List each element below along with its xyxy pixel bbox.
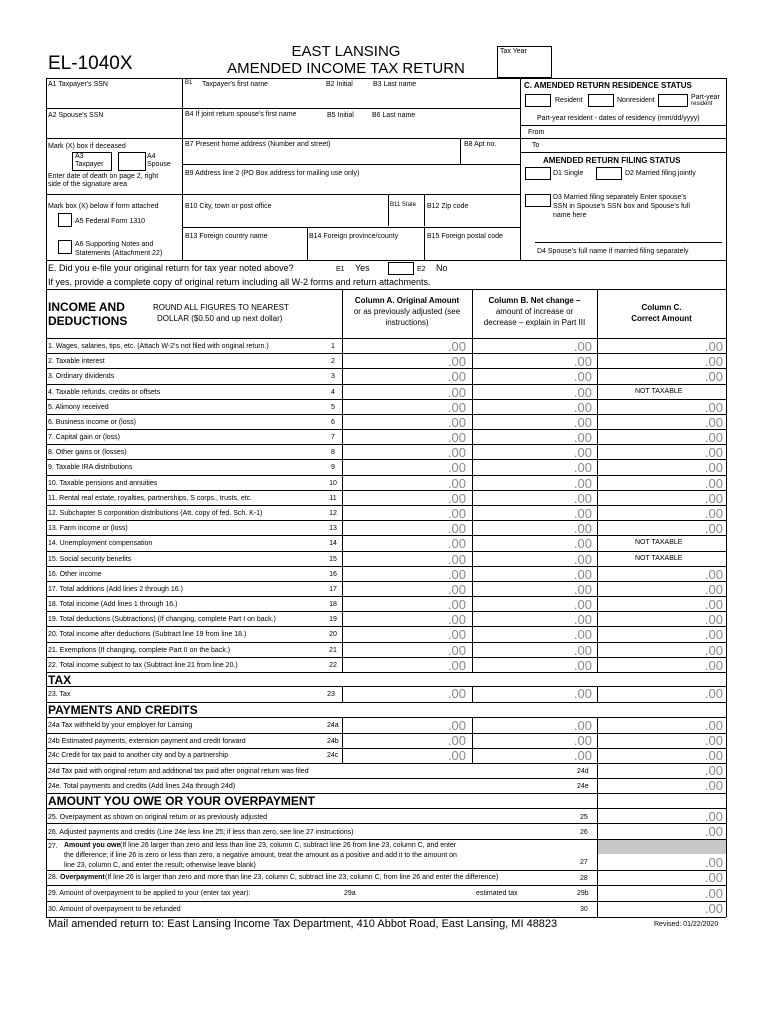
col-b-header-3: decrease – explain in Part III — [483, 318, 586, 327]
to-label: To — [532, 142, 540, 149]
line-19-label: 19. Total deductions (Subtractions) (If changing, complete Part I on back.) — [48, 616, 276, 624]
b2-label: B2 Initial — [326, 81, 353, 88]
line-27-bold-label: Amount you owe — [64, 842, 121, 849]
city-field[interactable] — [184, 211, 386, 225]
b5-label: B5 Initial — [327, 112, 354, 119]
line-13-number: 13 — [329, 525, 337, 533]
spouse-initial-field[interactable] — [326, 121, 370, 137]
line-1-col-c[interactable]: .00 — [704, 339, 723, 354]
line-13-col-a[interactable]: .00 — [447, 521, 466, 537]
line-2-number: 2 — [331, 358, 335, 366]
line-4-label: 4. Taxable refunds, credits or offsets — [48, 388, 161, 396]
line-19-col-c[interactable]: .00 — [704, 612, 723, 628]
payments-heading: PAYMENTS AND CREDITS — [48, 703, 198, 717]
line-19-col-a[interactable]: .00 — [447, 612, 466, 628]
line-28-text: (If line 26 is larger than zero and more than line 23, column C, subtract line 23, column C, from line 26 and enter the difference) — [105, 874, 499, 881]
line-23-number: 23 — [327, 691, 335, 698]
line-7-number: 7 — [331, 434, 335, 442]
line-24a-col-b[interactable]: .00 — [573, 718, 592, 733]
line-24b-label: 24b Estimated payments, extension payment and credit forward — [48, 738, 246, 745]
line-24c-label: 24c Credit for tax paid to another city and by a partnership — [48, 752, 229, 759]
line-8-number: 8 — [331, 449, 335, 457]
line-7-col-b[interactable]: .00 — [573, 430, 592, 446]
foreign-postal-field[interactable] — [426, 242, 518, 258]
line-7-col-a[interactable]: .00 — [447, 430, 466, 446]
line-10-col-c[interactable]: .00 — [704, 475, 723, 491]
line-13-col-c[interactable]: .00 — [704, 521, 723, 537]
resident-checkbox[interactable] — [525, 94, 551, 107]
line-6-col-c[interactable]: .00 — [704, 414, 723, 430]
line-14-col-a[interactable]: .00 — [447, 536, 466, 552]
a4-sub: Spouse — [147, 161, 171, 168]
line-7-label: 7. Capital gain or (loss) — [48, 434, 120, 442]
line-23-label: 23. Tax — [48, 691, 71, 698]
line-8-label: 8. Other gains or (losses) — [48, 449, 127, 457]
line-2-label: 2. Taxable interest — [48, 358, 105, 366]
residence-status-title: C. AMENDED RETURN RESIDENCE STATUS — [524, 81, 692, 90]
line-22-label: 22. Total income subject to tax (Subtract line 21 from line 20.) — [48, 661, 238, 669]
tax-year-label: Tax Year — [500, 48, 527, 55]
line-9-col-b[interactable]: .00 — [573, 460, 592, 476]
tax-heading: TAX — [48, 673, 72, 687]
line-3-number: 3 — [331, 373, 335, 381]
line-29b-number: 29b — [577, 890, 589, 897]
line-17-col-b[interactable]: .00 — [573, 581, 592, 597]
line-28-number: 28 — [580, 875, 588, 882]
line-22-col-b[interactable]: .00 — [573, 657, 592, 673]
line-22-col-c[interactable]: .00 — [704, 657, 723, 673]
line-24e-col-c[interactable]: .00 — [704, 778, 723, 793]
b14-label: B14 Foreign province/county — [309, 233, 399, 240]
line-1-col-b[interactable]: .00 — [573, 339, 592, 354]
income-line-row — [46, 339, 726, 354]
line-14-label: 14. Unemployment compensation — [48, 540, 153, 548]
d4-spouse-name-field[interactable] — [535, 228, 722, 243]
line-19-number: 19 — [329, 616, 337, 624]
partyear-label-2: resident — [691, 101, 713, 107]
line-27-number: 27 — [580, 859, 588, 866]
line-24e-number: 24e — [577, 783, 589, 790]
line-11-label: 11. Rental real estate, royalties, partnerships, S corps., trusts, etc. — [48, 494, 253, 502]
line-12-col-b[interactable]: .00 — [573, 505, 592, 521]
nonresident-label: Nonresident — [617, 97, 655, 104]
line-16-label: 16. Other income — [48, 570, 102, 578]
line-24d-label: 24d Tax paid with original return and additional tax paid after original return was filed — [48, 768, 309, 775]
address-line2-field[interactable] — [184, 178, 518, 192]
income-line-row — [46, 445, 726, 460]
b7-label: B7 Present home address (Number and street) — [185, 141, 331, 148]
col-a-header-3: instructions) — [385, 318, 429, 327]
line-20-number: 20 — [329, 631, 337, 639]
nonresident-checkbox[interactable] — [588, 94, 614, 107]
line-12-col-c[interactable]: .00 — [704, 505, 723, 521]
line-29a-number: 29a — [344, 890, 356, 897]
col-b-header-2: amount of increase or — [495, 307, 574, 316]
line-25-col-c[interactable]: .00 — [704, 809, 723, 824]
line-17-number: 17 — [329, 585, 337, 593]
line-24a-number: 24a — [327, 722, 339, 729]
line-3-label: 3. Ordinary dividends — [48, 373, 115, 381]
line-9-number: 9 — [331, 464, 335, 472]
line-21-label: 21. Exemptions (If changing, complete Part II on the back.) — [48, 646, 231, 654]
line-15-col-b[interactable]: .00 — [573, 551, 592, 567]
line-18-col-b[interactable]: .00 — [573, 597, 592, 613]
line-18-col-c[interactable]: .00 — [704, 597, 723, 613]
taxpayer-ssn-field[interactable] — [47, 90, 181, 108]
line-1-number: 1 — [331, 343, 335, 350]
spouse-first-name-field[interactable] — [184, 121, 324, 137]
line-14-col-b[interactable]: .00 — [573, 536, 592, 552]
income-line-row — [46, 658, 726, 673]
b15-label: B15 Foreign postal code — [427, 233, 503, 240]
b13-label: B13 Foreign country name — [185, 233, 268, 240]
line-28-bold-label: Overpayment — [60, 874, 105, 881]
revised-date: Revised: 01/22/2020 — [654, 921, 719, 928]
income-line-row — [46, 430, 726, 445]
line-30-label: 30. Amount of overpayment to be refunded — [48, 906, 181, 913]
home-address-field[interactable] — [184, 150, 458, 164]
line-6-label: 6. Business income or (loss) — [48, 418, 136, 426]
line-6-number: 6 — [331, 418, 335, 426]
line-5-col-a[interactable]: .00 — [447, 399, 466, 415]
line-20-col-b[interactable]: .00 — [573, 627, 592, 643]
line-16-col-c[interactable]: .00 — [704, 566, 723, 582]
line-26-col-c[interactable]: .00 — [704, 824, 723, 839]
line-24e-label: 24e. Total payments and credits (Add lines 24a through 24d) — [48, 783, 236, 790]
line-27-number-prefix: 27. — [48, 843, 58, 850]
line-3-col-a[interactable]: .00 — [447, 369, 466, 385]
line-27-shaded-cell — [598, 840, 726, 854]
line-1-label: 1. Wages, salaries, tips, etc. (Attach W-2's not filed with original return.) — [48, 343, 269, 350]
line-15-col-a[interactable]: .00 — [447, 551, 466, 567]
line-24d-col-c[interactable]: .00 — [704, 763, 723, 778]
line-29-estimated-tax: estimated tax — [476, 890, 518, 897]
spouse-ssn-field[interactable] — [47, 121, 181, 137]
efile-question: E. Did you e-file your original return for tax year noted above? — [48, 263, 294, 273]
income-line-row — [46, 521, 726, 536]
b6-label: B6 Last name — [372, 112, 416, 119]
b3-label: B3 Last name — [373, 81, 417, 88]
line-24c-col-b[interactable]: .00 — [573, 748, 592, 763]
d3-label-1: D3 Married filing separately Enter spouse's — [553, 194, 687, 201]
income-line-row — [46, 552, 726, 567]
efile-no-label: No — [436, 263, 448, 273]
line-29b-col-c[interactable]: .00 — [704, 886, 723, 901]
taxpayer-first-name-field[interactable] — [184, 90, 324, 108]
residency-dates-label: Part-year resident - dates of residency (mm/dd/yyyy) — [537, 115, 700, 122]
line-24a-col-a[interactable]: .00 — [447, 718, 466, 733]
line-18-number: 18 — [329, 601, 337, 609]
taxpayer-initial-field[interactable] — [326, 90, 370, 108]
line-9-label: 9. Taxable IRA distributions — [48, 464, 133, 472]
d3-label-2: SSN in Spouse's SSN box and Spouse's full — [553, 203, 690, 210]
a6-label-1: A6 Supporting Notes and — [75, 241, 154, 248]
taxpayer-last-name-field[interactable] — [372, 90, 518, 108]
line-6-col-b[interactable]: .00 — [573, 414, 592, 430]
line-15-label: 15. Social security benefits — [48, 555, 132, 563]
line-15-col-c-not-taxable: NOT TAXABLE — [635, 554, 683, 562]
income-line-row — [46, 491, 726, 506]
line-20-col-a[interactable]: .00 — [447, 627, 466, 643]
state-field[interactable] — [390, 211, 422, 225]
d3-label-3: name here — [553, 212, 587, 219]
mark-attached-label: Mark box (X) below if form attached — [48, 203, 159, 210]
d3-separate-checkbox[interactable] — [525, 194, 551, 207]
line-27-text-1: (If line 26 larger than zero and less than line 23, column C, subtract line 26 from line 23, column C, and enter — [120, 842, 457, 849]
line-21-col-b[interactable]: .00 — [573, 642, 592, 658]
line-17-label: 17. Total additions (Add lines 2 through 16.) — [48, 585, 183, 593]
line-18-label: 18. Total income (Add lines 1 through 16.) — [48, 601, 178, 609]
line-24c-col-c[interactable]: .00 — [704, 748, 723, 763]
income-line-row — [46, 460, 726, 475]
line-6-col-a[interactable]: .00 — [447, 414, 466, 430]
partyear-checkbox[interactable] — [658, 94, 688, 107]
line-27-col-c[interactable]: .00 — [704, 855, 723, 870]
col-c-header-1: Column C. — [641, 303, 682, 312]
b11-label: B11 State — [390, 202, 416, 208]
efile-note: If yes, provide a complete copy of original return including all W-2 forms and return attachments. — [48, 277, 431, 287]
col-b-header-1: Column B. Net change – — [488, 296, 581, 305]
d4-label: D4 Spouse's full name if married filing separately — [537, 248, 689, 255]
income-line-row — [46, 385, 726, 400]
partyear-label-1: Part-year — [691, 94, 720, 101]
line-26-number: 26 — [580, 829, 588, 836]
line-12-number: 12 — [329, 509, 337, 517]
line-20-label: 20. Total income after deductions (Subtract line 19 from line 18.) — [48, 631, 247, 639]
line-12-col-a[interactable]: .00 — [447, 505, 466, 521]
foreign-country-field[interactable] — [184, 242, 305, 258]
income-line-row — [46, 597, 726, 612]
line-15-number: 15 — [329, 555, 337, 563]
owe-heading: AMOUNT YOU OWE OR YOUR OVERPAYMENT — [48, 794, 315, 808]
line-24b-number: 24b — [327, 738, 339, 745]
line-29-label: 29. Amount of overpayment to be applied to your (enter tax year): — [48, 890, 251, 897]
line-29a-tax-year-field[interactable] — [358, 888, 418, 899]
residency-to-field[interactable] — [550, 139, 724, 151]
d2-joint-checkbox[interactable] — [596, 167, 622, 180]
a3-tag: A3 — [75, 153, 84, 160]
line-4-col-b[interactable]: .00 — [573, 384, 592, 400]
form-title-city: EAST LANSING — [291, 43, 401, 60]
a6-attachment-checkbox[interactable] — [58, 240, 72, 254]
line-24a-col-c[interactable]: .00 — [704, 718, 723, 733]
line-8-col-b[interactable]: .00 — [573, 445, 592, 461]
line-18-col-a[interactable]: .00 — [447, 597, 466, 613]
line-4-number: 4 — [331, 388, 335, 396]
d2-label: D2 Married filing jointly — [625, 170, 696, 177]
line-16-number: 16 — [329, 570, 337, 578]
round-note-1: ROUND ALL FIGURES TO NEAREST — [153, 303, 289, 312]
line-23-col-c[interactable]: .00 — [704, 686, 723, 701]
line-21-number: 21 — [329, 646, 337, 654]
income-line-row — [46, 369, 726, 384]
line-24b-col-c[interactable]: .00 — [704, 733, 723, 748]
income-line-row — [46, 582, 726, 597]
income-line-row — [46, 476, 726, 491]
line-10-label: 10. Taxable pensions and annuities — [48, 479, 158, 487]
line-21-col-c[interactable]: .00 — [704, 642, 723, 658]
line-4-col-c-not-taxable: NOT TAXABLE — [635, 387, 683, 395]
a4-spouse-deceased-checkbox[interactable] — [118, 152, 146, 171]
line-30-number: 30 — [580, 906, 588, 913]
line-11-col-b[interactable]: .00 — [573, 490, 592, 506]
efile-yes-checkbox[interactable] — [348, 263, 354, 275]
line-4-col-a[interactable]: .00 — [447, 384, 466, 400]
line-24c-col-a[interactable]: .00 — [447, 748, 466, 763]
a2-label: A2 Spouse's SSN — [48, 112, 104, 119]
a5-label: A5 Federal Form 1310 — [75, 218, 146, 225]
line-16-col-b[interactable]: .00 — [573, 566, 592, 582]
foreign-province-field[interactable] — [309, 242, 422, 258]
line-5-col-c[interactable]: .00 — [704, 399, 723, 415]
line-2-col-a[interactable]: .00 — [447, 354, 466, 370]
line-5-number: 5 — [331, 403, 335, 411]
form-id: EL-1040X — [48, 53, 133, 74]
income-line-row — [46, 643, 726, 658]
line-10-number: 10 — [329, 479, 337, 487]
line-8-col-c[interactable]: .00 — [704, 445, 723, 461]
line-20-col-c[interactable]: .00 — [704, 627, 723, 643]
line-1-col-a[interactable]: .00 — [447, 339, 466, 354]
line-13-label: 13. Farm income or (loss) — [48, 525, 128, 533]
d1-single-checkbox[interactable] — [525, 167, 551, 180]
line-28-col-c[interactable]: .00 — [704, 870, 723, 885]
income-line-row — [46, 415, 726, 430]
b9-label: B9 Address line 2 (PO Box address for mailing use only) — [185, 170, 360, 177]
spouse-last-name-field[interactable] — [372, 121, 518, 137]
income-line-row — [46, 400, 726, 415]
line-13-col-b[interactable]: .00 — [573, 521, 592, 537]
line-21-col-a[interactable]: .00 — [447, 642, 466, 658]
line-25-number: 25 — [580, 814, 588, 821]
line-9-col-a[interactable]: .00 — [447, 460, 466, 476]
line-17-col-a[interactable]: .00 — [447, 581, 466, 597]
income-line-row — [46, 627, 726, 642]
line-23-col-a[interactable]: .00 — [447, 686, 466, 701]
line-11-number: 11 — [329, 494, 337, 502]
line-9-col-c[interactable]: .00 — [704, 460, 723, 476]
line-12-label: 12. Subchapter S corporation distributions (Att. copy of fed. Sch. K-1) — [48, 509, 263, 517]
b10-label: B10 City, town or post office — [185, 203, 272, 210]
line-8-col-a[interactable]: .00 — [447, 445, 466, 461]
death-date-note-1: Enter date of death on page 2, right — [48, 173, 159, 180]
line-25-label: 25. Overpayment as shown on original return or as previously adjusted — [48, 814, 268, 821]
line-22-number: 22 — [329, 661, 337, 669]
line-24a-label: 24a Tax withheld by your employer for Lansing — [48, 722, 193, 729]
b12-label: B12 Zip code — [427, 203, 469, 210]
line-22-col-a[interactable]: .00 — [447, 657, 466, 673]
line-24c-number: 24c — [327, 752, 339, 759]
line-30-col-c[interactable]: .00 — [704, 901, 723, 916]
mailing-address: Mail amended return to: East Lansing Income Tax Department, 410 Abbot Road, East Lansing, MI 48823 — [48, 918, 558, 930]
zip-field[interactable] — [426, 211, 518, 225]
line-17-col-c[interactable]: .00 — [704, 581, 723, 597]
line-14-col-c-not-taxable: NOT TAXABLE — [635, 539, 683, 547]
line-14-number: 14 — [329, 540, 337, 548]
line-11-col-a[interactable]: .00 — [447, 490, 466, 506]
col-c-header-2: Correct Amount — [631, 314, 692, 323]
line-2-col-b[interactable]: .00 — [573, 354, 592, 370]
efile-yes-label: Yes — [355, 263, 370, 273]
death-date-note-2: side of the signature area — [48, 181, 127, 188]
line-27-text-3: line 23, column C, and enter the result; otherwise leave blank) — [64, 862, 256, 869]
line-3-col-b[interactable]: .00 — [573, 369, 592, 385]
income-heading-2: DEDUCTIONS — [48, 314, 128, 328]
line-11-col-c[interactable]: .00 — [704, 490, 723, 506]
mark-deceased-label: Mark (X) box if deceased — [48, 143, 126, 150]
line-10-col-b[interactable]: .00 — [573, 475, 592, 491]
col-a-header-1: Column A. Original Amount — [354, 296, 460, 305]
line-27-text-2: the difference; if line 26 is zero or less than zero, a negative amount, treat the amount as a positive and add it to the amount on — [64, 852, 457, 859]
b8-label: B8 Apt no. — [464, 141, 497, 148]
line-5-label: 5. Alimony received — [48, 403, 109, 411]
round-note-2: DOLLAR ($0.50 and up next dollar) — [157, 314, 283, 323]
filing-status-title: AMENDED RETURN FILING STATUS — [543, 156, 681, 165]
e2-tag: E2 — [417, 266, 426, 273]
e1-tag: E1 — [336, 266, 345, 273]
residency-from-field[interactable] — [550, 126, 724, 137]
line-2-col-c[interactable]: .00 — [704, 354, 723, 370]
d1-label: D1 Single — [553, 170, 584, 177]
efile-no-checkbox[interactable] — [388, 262, 414, 275]
line-5-col-b[interactable]: .00 — [573, 399, 592, 415]
line-23-col-b[interactable]: .00 — [573, 686, 592, 701]
line-7-col-c[interactable]: .00 — [704, 430, 723, 446]
line-19-col-b[interactable]: .00 — [573, 612, 592, 628]
from-label: From — [528, 129, 545, 136]
line-24d-number: 24d — [577, 768, 589, 775]
line-3-col-c[interactable]: .00 — [704, 369, 723, 385]
col-a-header-2: or as previously adjusted (see — [353, 307, 461, 316]
income-line-row — [46, 354, 726, 369]
resident-label: Resident — [555, 97, 583, 104]
a3-sub: Taxpayer — [75, 161, 104, 168]
line-16-col-a[interactable]: .00 — [447, 566, 466, 582]
income-line-row — [46, 506, 726, 521]
income-line-row — [46, 536, 726, 551]
apt-no-field[interactable] — [462, 150, 518, 164]
line-24b-col-a[interactable]: .00 — [447, 733, 466, 748]
income-line-row — [46, 567, 726, 582]
line-24b-col-b[interactable]: .00 — [573, 733, 592, 748]
line-28-number-prefix: 28. — [48, 874, 58, 881]
form-title: AMENDED INCOME TAX RETURN — [227, 60, 465, 77]
income-heading-1: INCOME AND — [48, 300, 125, 314]
a4-tag: A4 — [147, 153, 156, 160]
a1-label: A1 Taxpayer's SSN — [48, 81, 108, 88]
line-26-label: 26. Adjusted payments and credits (Line 24e less line 25; if less than zero, see line 27 instructions) — [48, 829, 354, 836]
b1-tag: B1 — [185, 80, 193, 86]
b1-label: Taxpayer's first name — [202, 81, 268, 88]
a6-label-2: Statements (Attachment 22) — [75, 250, 163, 257]
income-line-row — [46, 612, 726, 627]
a5-form1310-checkbox[interactable] — [58, 213, 72, 227]
line-10-col-a[interactable]: .00 — [447, 475, 466, 491]
b4-label: B4 If joint return spouse's first name — [185, 111, 297, 118]
